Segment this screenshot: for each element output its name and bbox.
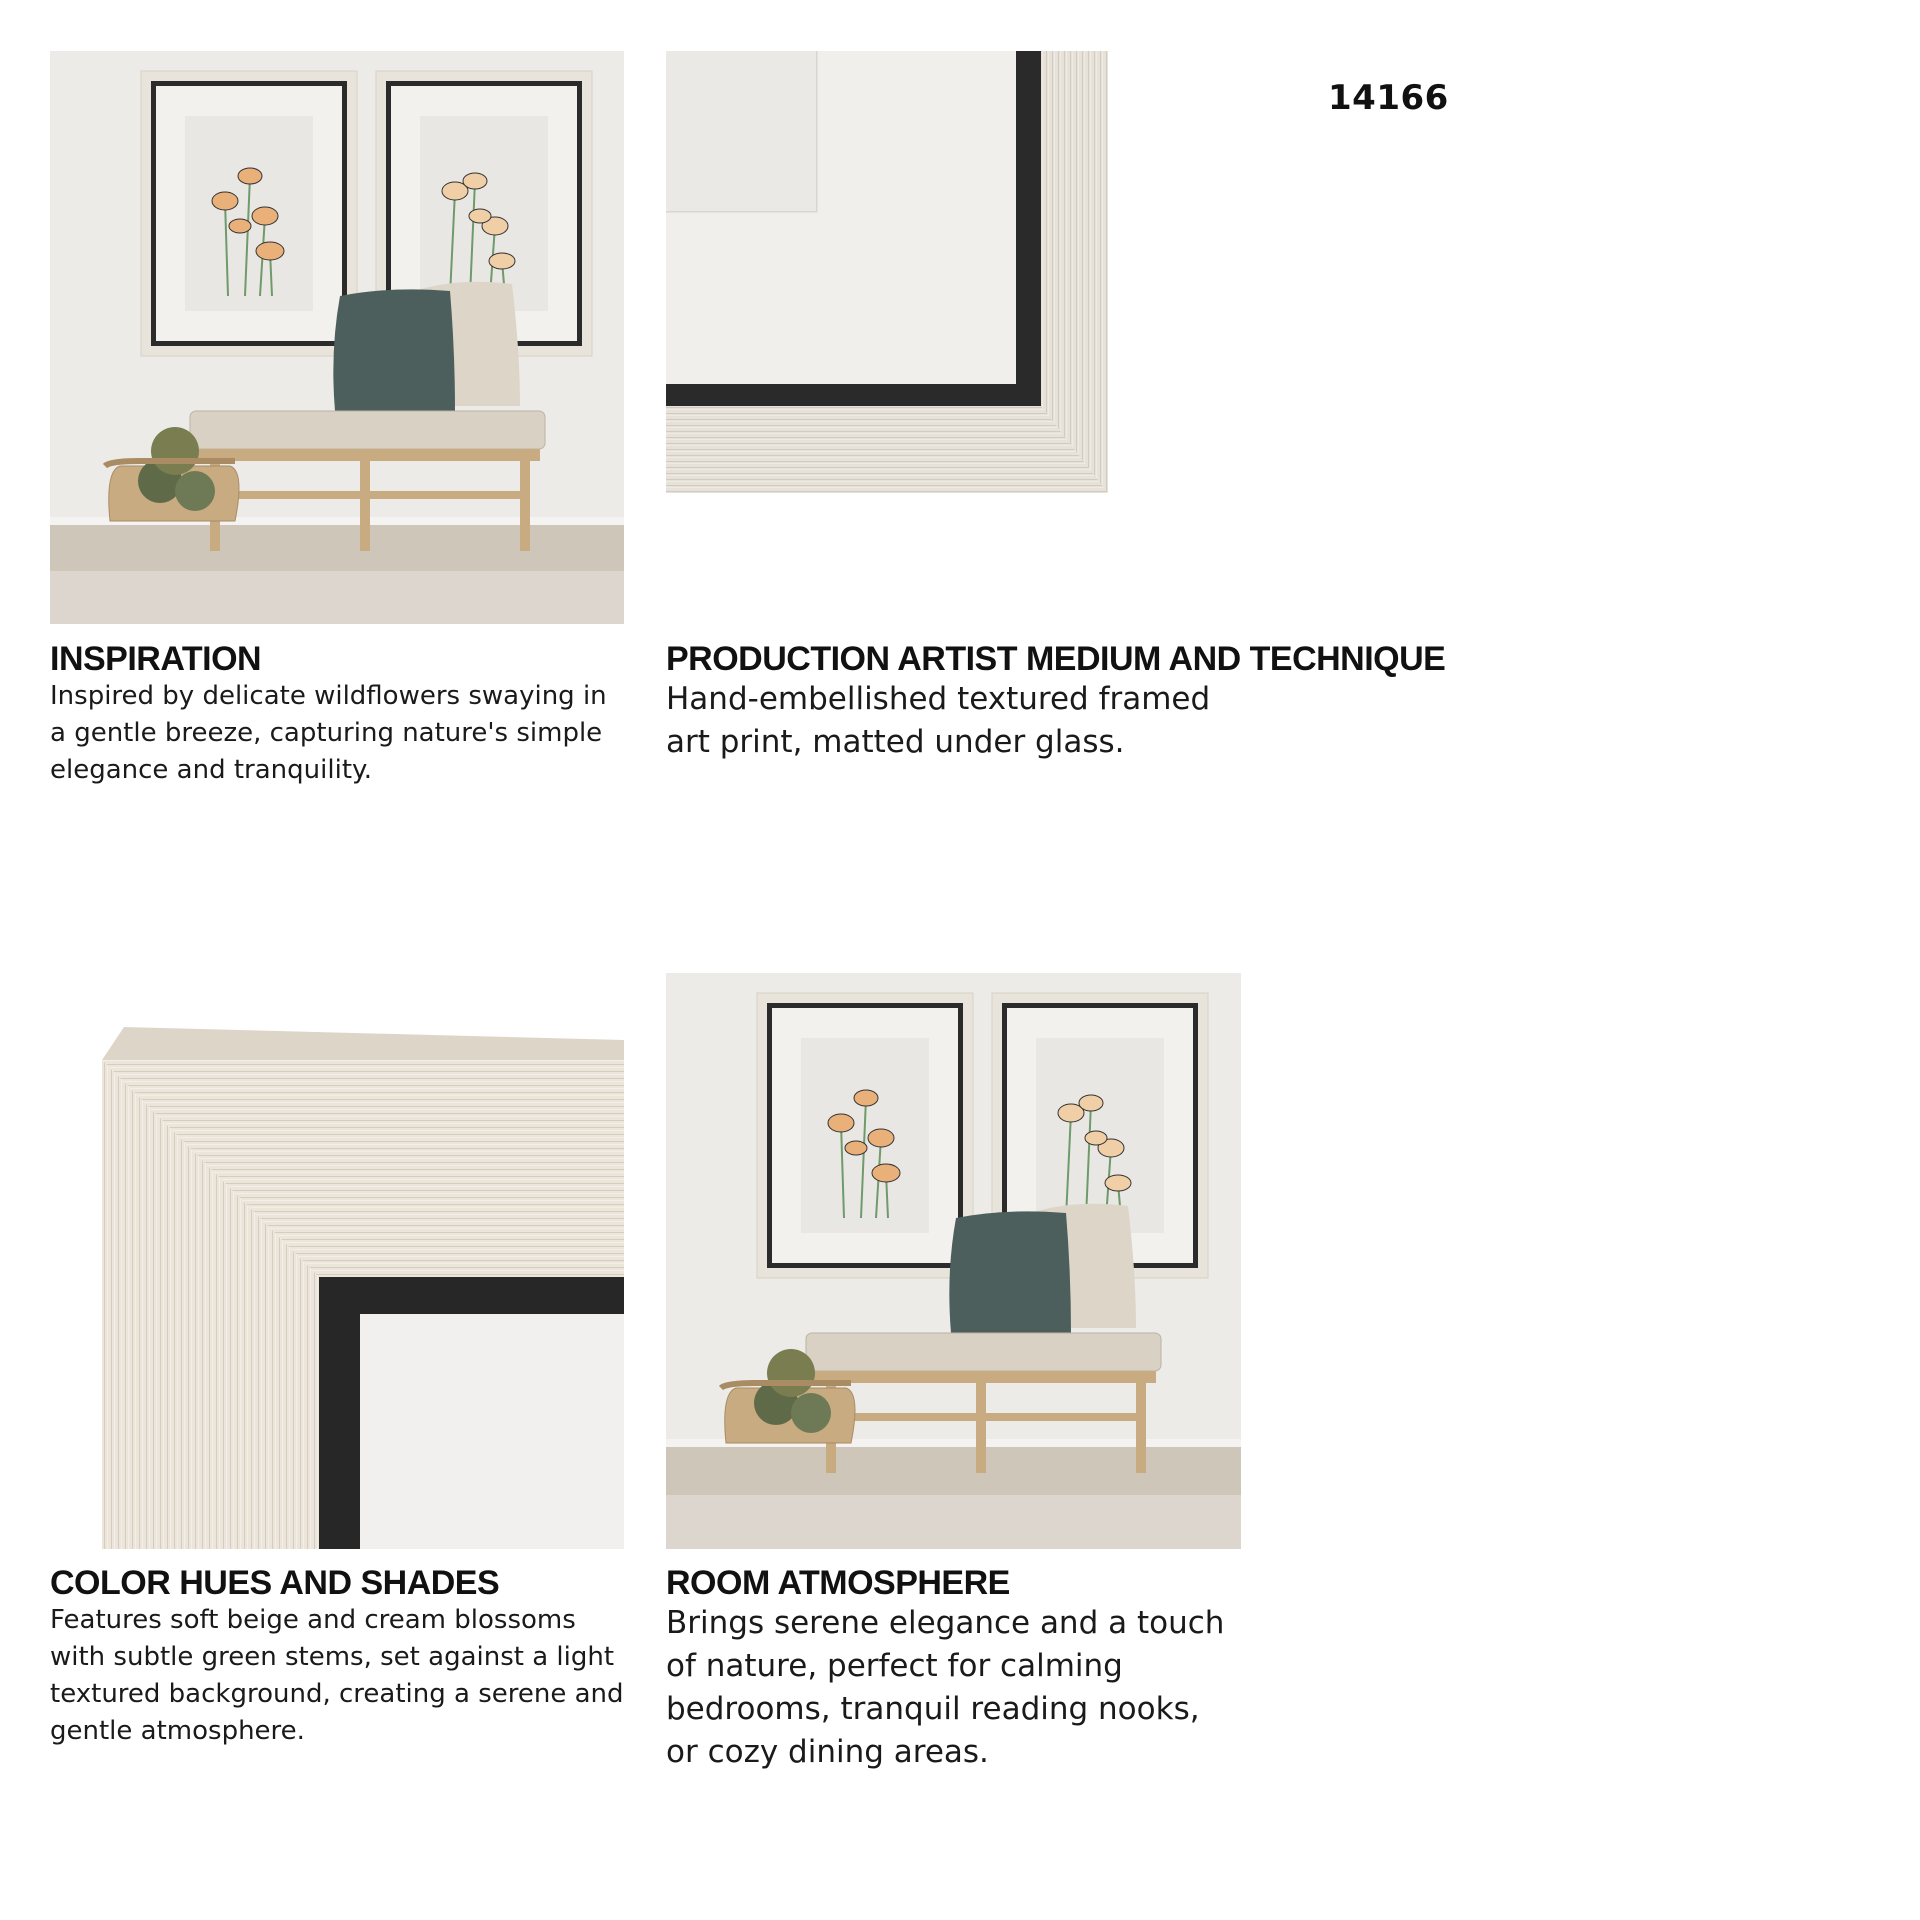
product-sku: 14166 <box>1328 78 1449 118</box>
room-scene-photo-bottom <box>666 973 1241 1549</box>
inspiration-text: Inspired by delicate wildflowers swaying in a gentle breeze, capturing nature's simple elegance and tranquility. <box>50 681 607 785</box>
color-hues-heading: COLOR HUES AND SHADES <box>50 1564 500 1602</box>
production-heading: PRODUCTION ARTIST MEDIUM AND TECHNIQUE <box>666 640 1446 678</box>
frame-corner-detail-photo <box>666 51 1108 493</box>
room-atmosphere-heading: ROOM ATMOSPHERE <box>666 1564 1010 1602</box>
color-hues-text: Features soft beige and cream blossoms with subtle green stems, set against a light textured background, creating a serene and gentle atmosphere. <box>50 1605 624 1746</box>
inspiration-heading: INSPIRATION <box>50 640 262 678</box>
production-text: Hand-embellished textured framed art print, matted under glass. <box>666 681 1211 760</box>
frame-corner-closeup-photo <box>102 1027 624 1549</box>
room-scene-photo-top <box>50 51 624 624</box>
room-atmosphere-text: Brings serene elegance and a touch of nature, perfect for calming bedrooms, tranquil reading nooks, or cozy dining areas. <box>666 1605 1225 1770</box>
